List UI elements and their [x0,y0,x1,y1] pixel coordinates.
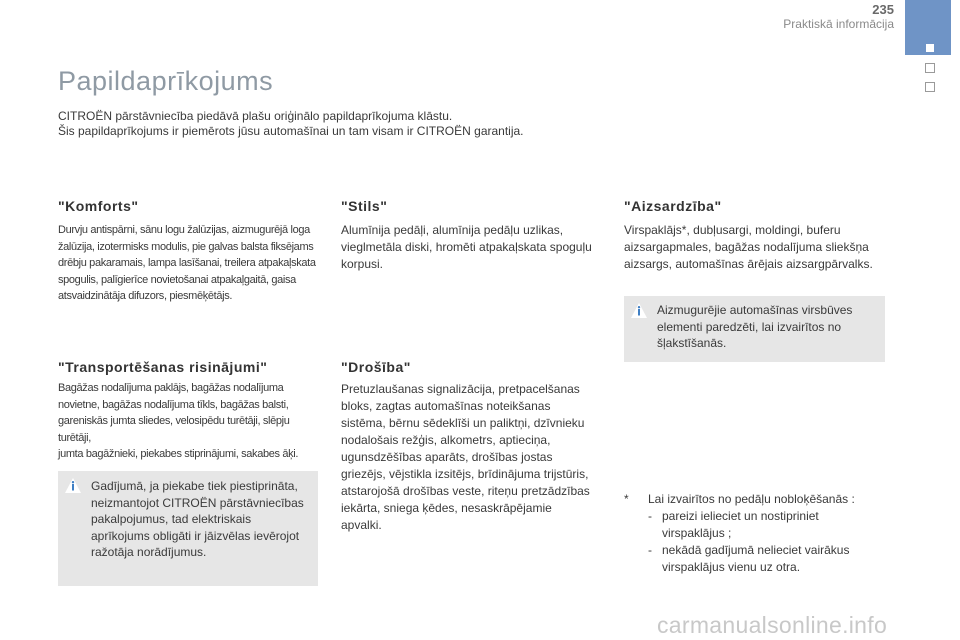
transport-text [58,380,323,463]
text-line: ugunsdzēšības aparāts, drošības jostas [341,450,553,464]
text-line: Alumīnija pedāļi, alumīnija pedāļu uzlikas, [341,223,564,237]
footnote-text: Lai izvairītos no pedāļu nobloķēšanās : [648,492,855,506]
text-line: aprīkojums obligāti ir jāizvēlas ievērojot [91,528,300,543]
intro-line: Šis papildaprīkojums ir piemērots jūsu automašīnai un tam visam ir CITROËN garantija. [58,124,524,138]
text-line: apvalki. [341,518,382,532]
text-line: gareniskās jumta sliedes, velosipēdu turētāji, slēpju turētāji, [58,415,290,444]
text-line: Gadījumā, ja piekabe tiek piestiprināta, [91,479,298,493]
text-line: spogulis, palīgierīce novietošanai atpakaļgaitā, gaisa [58,273,296,286]
text-line: Bagāžas nodalījuma paklājs, bagāžas nodalījuma [58,382,284,394]
text-line: atsvaidzinātāja difuzors, piesmēķētājs. [58,290,233,302]
text-line: virspaklājus ; [662,526,732,540]
info-box-body-elements [624,296,885,362]
info-text [91,478,304,561]
text-line: atstarojošā drošības veste, riteņu pretzādzības [341,484,590,498]
text-line: pakalpojumus, tad elektriskais [91,512,252,526]
komforts-text [58,222,323,305]
page-number: 235 [872,2,894,17]
transport-heading: "Transportēšanas risinājumi" [58,359,268,375]
text-line: ražotāja norādījumus. [91,545,207,559]
info-text [657,302,852,352]
text-line: vieglmetāla diski, hromēti atpakaļskata spoguļu [341,240,592,254]
page-title: Papildaprīkojums [58,66,274,96]
intro-line: CITROËN pārstāvniecība piedāvā plašu oriģinālo papildaprīkojuma klāstu. [58,109,453,123]
stils-text [341,222,611,273]
footnote-intro [624,491,894,508]
text-line: pareizi ielieciet un nostipriniet [662,509,819,523]
text-line: bloks, zagtas automašīnas noteikšanas [341,399,551,413]
text-line: aizsargapmales, bagāžas nodalījuma sliekšņa [624,240,869,254]
footnote-item [624,542,894,576]
footnote-list [624,508,894,576]
footnote-item [624,508,894,542]
text-line: žalūzija, izotermisks modulis, pie galvas balsta fiksējams [58,240,314,253]
footnote [624,491,894,576]
aizsardziba-heading: "Aizsardzība" [624,198,722,214]
intro-paragraph [58,109,524,139]
list-dash: - [648,509,652,523]
text-line: Durvju antispārni, sānu logu žalūzijas, aizmugurējā loga [58,224,310,236]
text-line: Virspaklājs*, dubļusargi, moldingi, buferu [624,223,841,237]
komforts-heading: "Komforts" [58,198,139,214]
text-line: virspaklājus vienu uz otra. [662,560,801,574]
footnote-star: * [624,492,629,506]
drosiba-heading: "Drošība" [341,359,411,375]
stils-heading: "Stils" [341,198,388,214]
text-line: novietne, bagāžas nodalījuma tīkls, bagāžas balsti, [58,398,289,411]
watermark: carmanualsonline.info [657,612,888,638]
text-line: Aizmugurējie automašīnas virsbūves [657,303,853,317]
active-tab-square-icon [926,44,934,52]
text-line: jumta bagāžnieki, piekabes stiprinājumi, sakabes āķi. [58,448,299,460]
drosiba-text [341,381,611,534]
info-icon [630,302,648,320]
aizsardziba-text [624,222,894,273]
text-line: šļakstīšanās. [657,336,727,350]
text-line: elementi paredzēti, lai izvairītos no [657,319,842,334]
text-line: nodalošais režģis, alkometrs, aptieciņa, [341,433,551,447]
text-line: iekārta, sniega ķēdes, nesaskrāpējamie [341,501,552,515]
info-icon [64,477,82,495]
text-line: neizmantojot CITROËN pārstāvniecības [91,495,304,510]
text-line: griezējs, vējstikla izsitējs, brīdinājuma trijstūris, [341,467,589,481]
text-line: korpusi. [341,257,384,271]
text-line: Pretuzlaušanas signalizācija, pretpacelšanas [341,382,580,396]
tab-square-outline-icon [925,63,935,73]
list-dash: - [648,543,652,557]
text-line: drēbju pakaramais, lampa lasīšanai, treilera atpakaļskata [58,257,316,269]
section-name: Praktiskā informācija [783,17,894,31]
tab-square-outline-icon [925,82,935,92]
text-line: sistēma, bērnu sēdeklīši un paliktņi, dzīvnieku [341,416,585,430]
info-box-trailer [58,471,318,586]
text-line: aizsargs, automašīnas ārējais aizsargpārvalks. [624,257,873,271]
text-line: nekādā gadījumā nelieciet vairākus [662,543,850,557]
